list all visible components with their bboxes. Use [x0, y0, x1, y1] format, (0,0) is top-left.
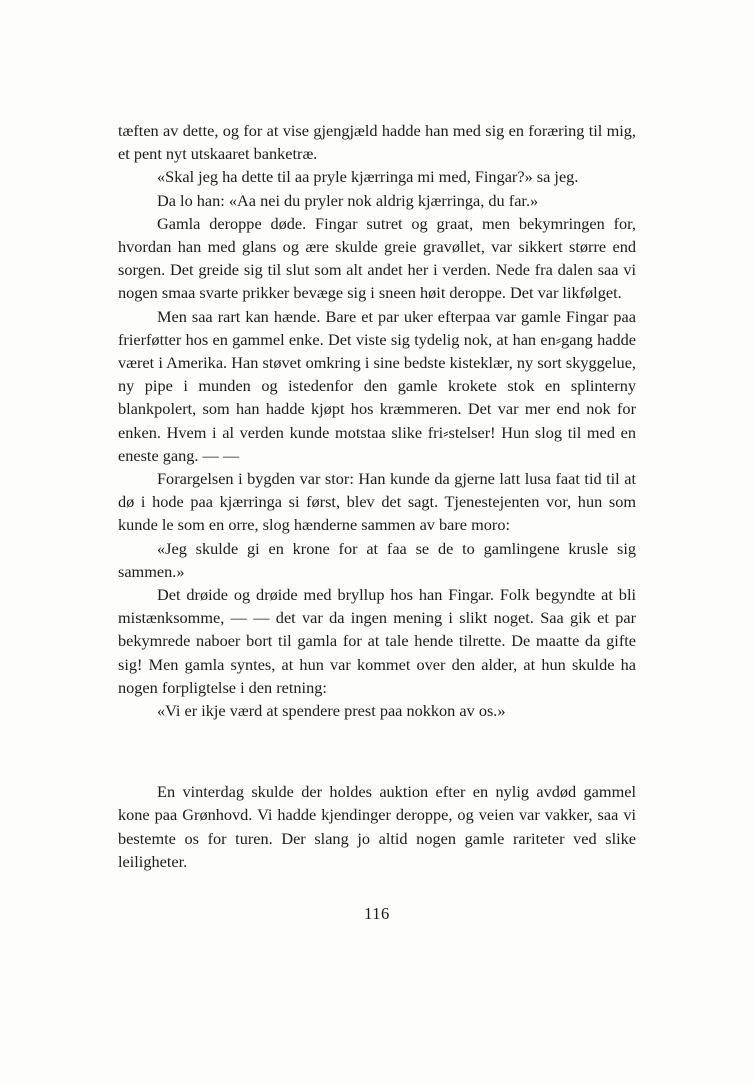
- paragraph: tæften av dette, og for at vise gjengjæld hadde han med sig en foræring til mig, et pent nyt utskaaret banketræ.: [118, 121, 636, 164]
- paragraph: Forargelsen i bygden var stor: Han kunde da gjerne latt lusa faat tid til at dø i hode paa kjærringa si først, blev det sagt. Tjenestejenten vor, hun som kunde le som en orre, slog hænderne sammen av bare moro:: [118, 469, 636, 535]
- paragraph: Det drøide og drøide med bryllup hos han Fingar. Folk begyndte at bli mistænksomme, — — det var da ingen mening i slikt noget. Saa gik et par bekymrede naboer bort til gamla for at tale hende tilrette. De maatte da gifte sig! Men gamla syntes, at hun var kommet over den alder, at hun skulde ha nogen forpligtelse i den retning:: [118, 585, 636, 697]
- page-number: 116: [364, 904, 390, 923]
- paragraph: En vinterdag skulde der holdes auktion efter en nylig avdød gammel kone paa Grønhovd. Vi hadde kjendinger deroppe, og veien var vakker, saa vi bestemte os for turen. Der slang jo altid nogen gamle rariteter ved slike leiligheter.: [118, 782, 636, 871]
- paragraph: Da lo han: «Aa nei du pryler nok aldrig kjærringa, du far.»: [157, 190, 539, 210]
- paragraph: Gamla deroppe døde. Fingar sutret og graat, men bekymringen for, hvordan han med glans og ære skulde greie gravøllet, var sikkert større end sorgen. Det greide sig til slut som alt andet her i verden. Nede fra dalen saa vi nogen smaa svarte prikker bevæge sig i sneen høit deroppe. Det var likfølget.: [118, 213, 636, 303]
- paragraph: «Skal jeg ha dette til aa pryle kjærringa mi med, Fingar?» sa jeg.: [157, 167, 579, 187]
- page-body: [118, 119, 636, 873]
- paragraph: «Vi er ikje værd at spendere prest paa nokkon av os.»: [157, 701, 506, 721]
- section-break: [118, 722, 636, 780]
- paragraph: Men saa rart kan hænde. Bare et par uker efterpaa var gamle Fingar paa frierføtter hos en gammel enke. Det viste sig tydelig nok, at han en⸗gang hadde været i Amerika. Han støvet omkring i sine bedste kisteklær, ny sort skyggelue, ny pipe i munden og istedenfor den gamle krokete stok en splinterny blankpolert, som han hadde kjøpt hos kræmmeren. Det var mer end nok for enken. Hvem i al verden kunde motstaa slike fri⸗stelser! Hun slog til med en eneste gang. — —: [118, 306, 636, 465]
- paragraph: «Jeg skulde gi en krone for at faa se de to gamlingene krusle sig sammen.»: [118, 538, 636, 581]
